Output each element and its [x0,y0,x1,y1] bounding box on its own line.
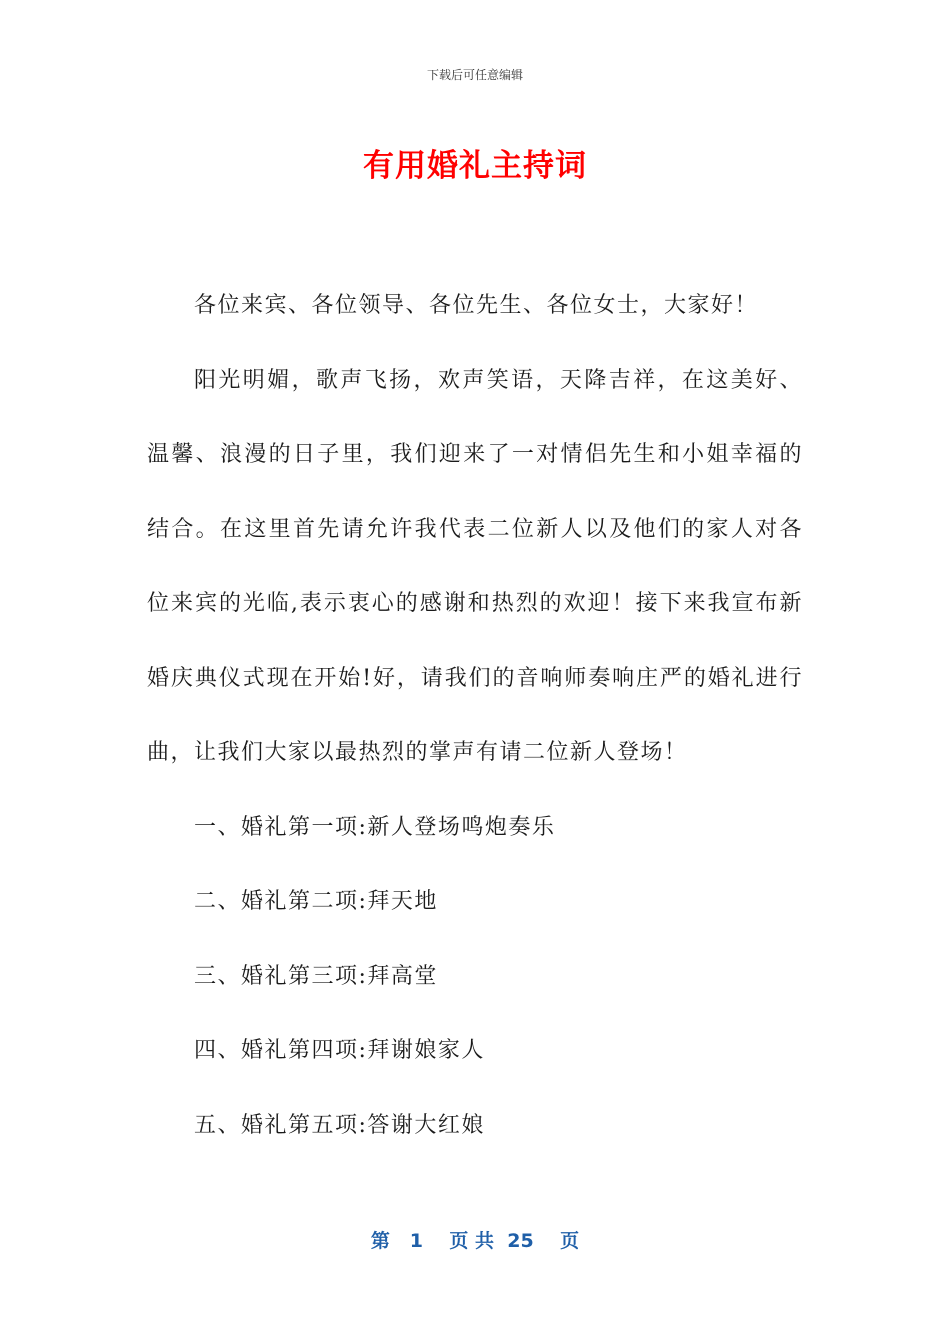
list-item-step-3: 三、婚礼第三项:拜高堂 [194,963,438,989]
footer-prefix: 第 [370,1230,390,1252]
footer-current-page: 1 [409,1230,423,1252]
page-footer [0,1226,950,1253]
paragraph-opening: 阳光明媚，歌声飞扬，欢声笑语，天降吉祥，在这美好、温馨、浪漫的日子里，我们迎来了一对情侣先生和小姐幸福的结合。在这里首先请允许我代表二位新人以及他们的家人对各位来宾的光临,表示衷心的感谢和热烈的欢迎！接下来我宣布新婚庆典仪式现在开始!好，请我们的音响师奏响庄严的婚礼进行曲，让我们大家以最热烈的掌声有请二位新人登场！ [147,367,803,765]
paragraph-greeting: 各位来宾、各位领导、各位先生、各位女士，大家好！ [194,293,759,318]
footer-suffix: 页 [560,1230,580,1252]
footer-middle: 页 共 [449,1230,495,1252]
list-item-step-1: 一、婚礼第一项:新人登场鸣炮奏乐 [194,814,556,840]
list-item-step-4: 四、婚礼第四项:拜谢娘家人 [194,1038,485,1063]
footer-total-pages: 25 [507,1230,534,1252]
list-item-step-5: 五、婚礼第五项:答谢大红娘 [194,1112,485,1138]
document-body [147,269,803,1163]
header-note: 下载后可任意编辑 [426,68,523,82]
list-item-step-2: 二、婚礼第二项:拜天地 [194,889,438,914]
document-title: 有用婚礼主持词 [363,148,587,184]
